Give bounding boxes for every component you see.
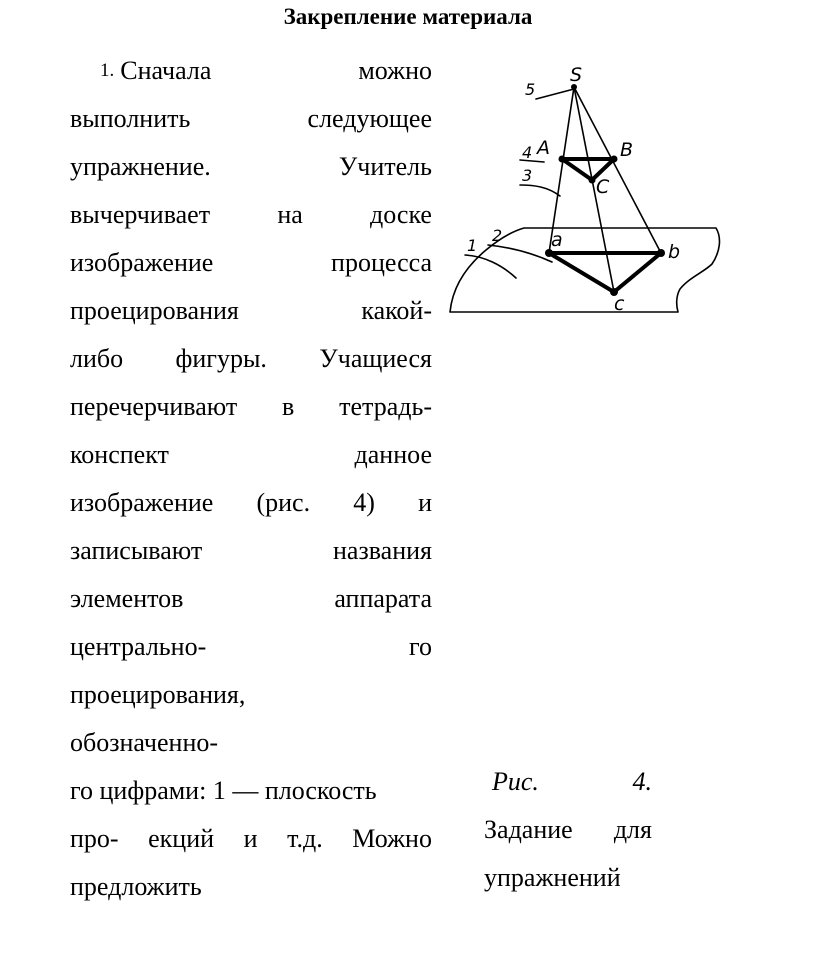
text-line xyxy=(70,431,432,479)
number-label-5: 5 xyxy=(525,80,536,99)
label-a: a xyxy=(551,229,563,251)
word: екций xyxy=(148,824,215,853)
text-line xyxy=(70,287,432,335)
number-label-2: 2 xyxy=(492,226,503,245)
word: названия xyxy=(333,536,432,565)
caption-line xyxy=(484,758,652,806)
word: го xyxy=(408,632,432,661)
text-line xyxy=(70,383,432,431)
word: процесса xyxy=(331,248,432,277)
leader-line xyxy=(536,89,574,99)
number-label-3: 3 xyxy=(522,166,533,185)
word: вычерчивает xyxy=(70,200,211,229)
word: изображение xyxy=(70,488,214,517)
point-marker xyxy=(611,156,618,163)
label-b: b xyxy=(668,241,681,263)
body-text xyxy=(70,47,432,911)
text-line xyxy=(70,143,432,191)
word: обозначенно- xyxy=(70,728,219,757)
projection-triangle-abc xyxy=(549,253,661,292)
text-line xyxy=(70,671,432,719)
figure-caption xyxy=(484,758,652,902)
projection-figure xyxy=(440,55,740,325)
word: записывают xyxy=(70,536,203,565)
text-line xyxy=(70,815,432,863)
label-B: B xyxy=(620,139,634,161)
leader-line xyxy=(520,185,560,196)
word: перечерчивают xyxy=(70,392,238,421)
text-line xyxy=(70,239,432,287)
word: упражнений xyxy=(484,863,621,892)
word: проецирования, xyxy=(70,680,246,709)
caption-label: Рис. xyxy=(492,767,539,796)
word: (рис. xyxy=(256,488,311,517)
leader-line xyxy=(488,245,552,262)
page-title: Закрепление материала xyxy=(283,4,533,29)
word: проецирования xyxy=(70,296,239,325)
word: в xyxy=(282,392,295,421)
word: предложить xyxy=(70,872,202,901)
point-marker xyxy=(589,177,596,184)
word: и xyxy=(243,824,258,853)
word: данное xyxy=(354,440,432,469)
label-A: A xyxy=(537,137,550,159)
text-line xyxy=(70,719,432,767)
word: на xyxy=(277,200,303,229)
word: Можно xyxy=(352,824,432,853)
word: Сначала xyxy=(120,56,212,85)
word: упражнение. xyxy=(70,152,211,181)
word: следующее xyxy=(307,104,432,133)
text-line xyxy=(70,191,432,239)
word: элементов xyxy=(70,584,184,613)
text-line xyxy=(70,623,432,671)
text-line xyxy=(70,95,432,143)
label-C: C xyxy=(596,176,610,198)
text-line xyxy=(70,479,432,527)
word: конспект xyxy=(70,440,169,469)
text-line xyxy=(70,527,432,575)
text-line xyxy=(70,335,432,383)
word: выполнить xyxy=(70,104,191,133)
text-line xyxy=(70,767,432,815)
point-marker xyxy=(559,156,566,163)
text-line xyxy=(70,575,432,623)
word: фигуры. xyxy=(175,344,267,373)
point-marker xyxy=(657,249,665,257)
word: либо xyxy=(70,344,124,373)
word: Учитель xyxy=(338,152,432,181)
text-line xyxy=(70,47,432,95)
text-line xyxy=(70,863,432,911)
word: 4) xyxy=(353,488,375,517)
label-S: S xyxy=(570,64,583,86)
word: го цифрами: 1 — плоскость xyxy=(70,776,377,805)
word: тетрадь- xyxy=(339,392,432,421)
word: изображение xyxy=(70,248,214,277)
number-label-4: 4 xyxy=(522,143,533,162)
label-c: c xyxy=(614,293,625,315)
item-number: 1. xyxy=(100,60,115,81)
word: можно xyxy=(358,56,432,85)
word: какой- xyxy=(361,296,432,325)
word: для xyxy=(613,815,652,844)
number-label-1: 1 xyxy=(467,236,478,255)
leader-line xyxy=(465,255,516,278)
word: про- xyxy=(70,824,119,853)
word: аппарата xyxy=(334,584,432,613)
word: доске xyxy=(370,200,432,229)
word: т.д. xyxy=(287,824,323,853)
word: центрально- xyxy=(70,632,207,661)
word: Задание xyxy=(484,815,573,844)
word: Учащиеся xyxy=(319,344,432,373)
caption-line xyxy=(484,806,652,854)
caption-line xyxy=(484,854,652,902)
word: и xyxy=(418,488,432,517)
caption-number: 4. xyxy=(632,767,652,796)
